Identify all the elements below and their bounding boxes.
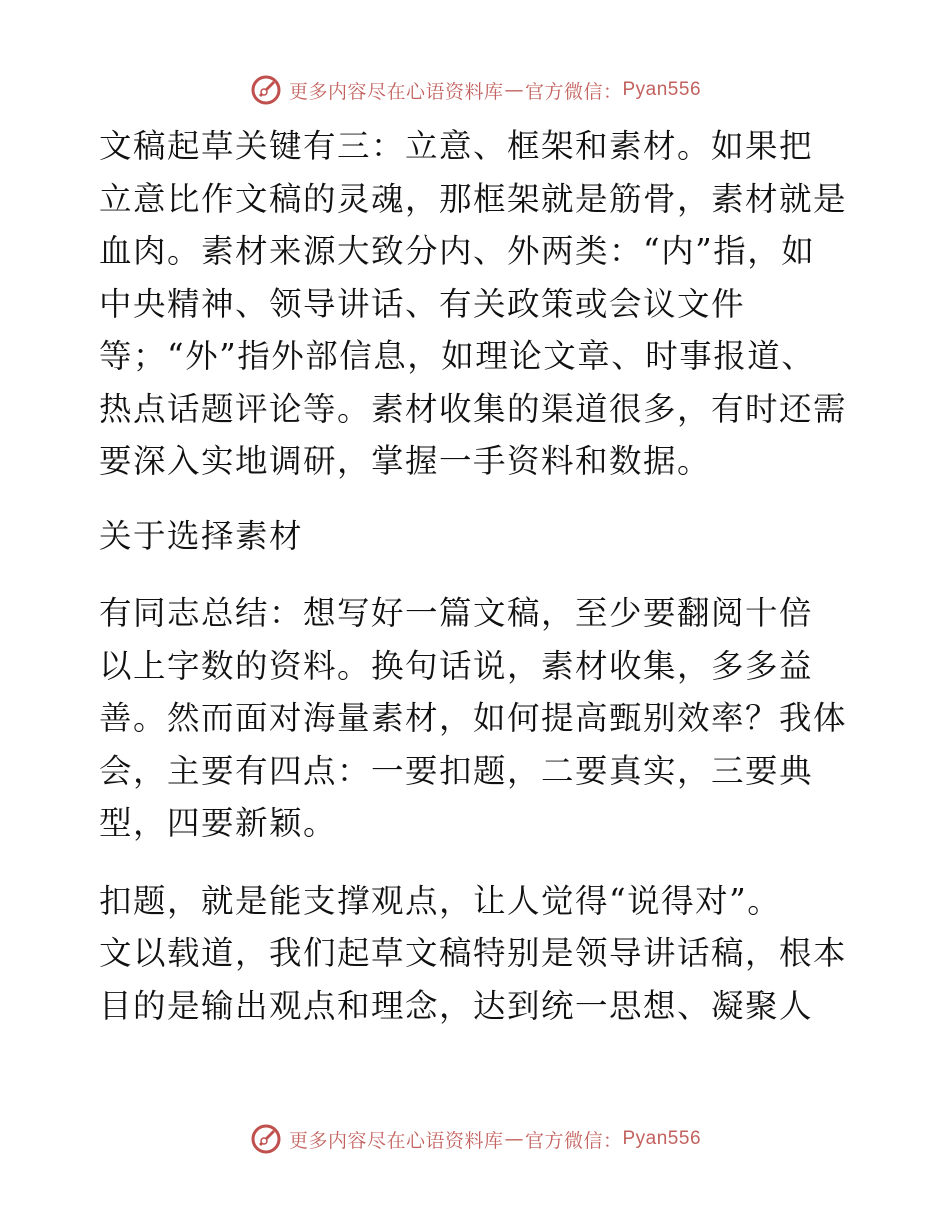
text-line: 型，四要新颖。 [99, 804, 338, 842]
text-line: 关于选择素材 [99, 516, 304, 555]
text-line: 热点话题评论等。素材收集的渠道很多，有时还需 [99, 389, 848, 428]
watermark-dash: — [504, 1128, 524, 1150]
watermark-logo-icon [249, 1122, 283, 1156]
text-line: 血肉。素材来源大致分内、外两类：“内”指，如 [99, 232, 816, 270]
watermark-account-id: Pyan556 [622, 79, 702, 100]
text-line: 有同志总结：想写好一篇文稿，至少要翻阅十倍 [99, 594, 814, 632]
text-line: 文稿起草关键有三：立意、框架和素材。如果把 [99, 127, 814, 165]
text-line: 会，主要有四点：一要扣题，二要真实，三要典 [99, 751, 814, 790]
watermark-account-label: 官方微信： [524, 80, 623, 103]
text-line: 目的是输出观点和理念，达到统一思想、凝聚人 [99, 986, 814, 1025]
watermark-dash: — [504, 79, 524, 101]
watermark-account-label: 官方微信： [524, 1129, 623, 1152]
text-line: 文以载道，我们起草文稿特别是领导讲话稿，根本 [99, 934, 848, 972]
text-line: 立意比作文稿的灵魂，那框架就是筋骨，素材就是 [99, 179, 848, 218]
text-line: 以上字数的资料。换句话说，素材收集，多多益 [99, 646, 814, 685]
section-heading [99, 510, 851, 563]
watermark-text: 更多内容尽在心语资料库 [288, 1129, 504, 1152]
document-body [99, 120, 851, 1032]
paragraph-relevance [99, 875, 851, 1033]
text-line: 扣题，就是能支撑观点，让人觉得“说得对”。 [99, 881, 782, 920]
header-watermark [0, 70, 950, 110]
text-line: 要深入实地调研，掌握一手资料和数据。 [99, 442, 712, 480]
text-line: 中央精神、领导讲话、有关政策或会议文件 [99, 284, 746, 323]
text-line: 等；“外”指外部信息，如理论文章、时事报道、 [99, 337, 816, 375]
watermark-text: 更多内容尽在心语资料库 [288, 80, 504, 103]
watermark-logo-icon [249, 73, 283, 107]
paragraph-intro [99, 120, 851, 488]
footer-watermark [0, 1119, 950, 1159]
text-line: 善。然而面对海量素材，如何提高甄别效率？我体 [99, 699, 848, 737]
watermark-account-id: Pyan556 [622, 1128, 702, 1149]
paragraph-selection [99, 587, 851, 850]
